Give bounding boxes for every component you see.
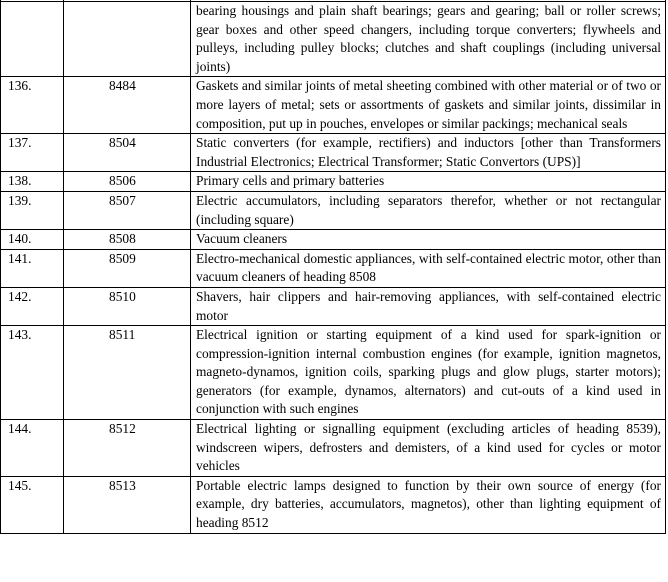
serial-number-cell: 143. — [1, 326, 64, 420]
description-cell: bearing housings and plain shaft bearings; gears and gearing; ball or roller screws; gear boxes and other speed changers, including torque converters; flywheels and pulleys, including pulley blocks; clutches and shaft couplings (including universal joints) — [191, 2, 666, 77]
serial-number-cell: 145. — [1, 476, 64, 533]
table-row — [1, 326, 666, 420]
table-row — [1, 191, 666, 229]
heading-code-cell: 8506 — [64, 172, 191, 192]
description-cell: Portable electric lamps designed to function by their own source of energy (for example, dry batteries, accumulators, magnetos), other than lighting equipment of heading 8512 — [191, 476, 666, 533]
serial-number-cell: 139. — [1, 191, 64, 229]
heading-code-cell: 8510 — [64, 287, 191, 325]
serial-number-cell: 136. — [1, 77, 64, 134]
heading-code-cell: 8513 — [64, 476, 191, 533]
table-row — [1, 134, 666, 172]
heading-code-cell: 8504 — [64, 134, 191, 172]
heading-code-cell: 8509 — [64, 249, 191, 287]
serial-number-cell: 140. — [1, 230, 64, 250]
heading-code-cell: 8508 — [64, 230, 191, 250]
description-cell: Static converters (for example, rectifiers) and inductors [other than Transformers Industrial Electronics; Electrical Transformer; Static Convertors (UPS)] — [191, 134, 666, 172]
table-row — [1, 77, 666, 134]
heading-code-cell: 8484 — [64, 77, 191, 134]
table-row — [1, 230, 666, 250]
table-row — [1, 172, 666, 192]
description-cell: Electric accumulators, including separators therefor, whether or not rectangular (including square) — [191, 191, 666, 229]
serial-number-cell: 138. — [1, 172, 64, 192]
serial-number-cell — [1, 2, 64, 77]
table-row — [1, 287, 666, 325]
serial-number-cell: 137. — [1, 134, 64, 172]
heading-code-cell — [64, 2, 191, 77]
heading-code-cell: 8511 — [64, 326, 191, 420]
table-row — [1, 476, 666, 533]
table-row — [1, 249, 666, 287]
description-cell: Gaskets and similar joints of metal sheeting combined with other material or of two or more layers of metal; sets or assortments of gaskets and similar joints, dissimilar in composition, put up in pouches, envelopes or similar packings; mechanical seals — [191, 77, 666, 134]
table-row — [1, 420, 666, 477]
description-cell: Electrical ignition or starting equipment of a kind used for spark-ignition or compression-ignition internal combustion engines (for example, ignition magnetos, magneto-dynamos, ignition coils, sparking plugs and glow plugs, starter motors); generators (for example, dynamos, alternators) and cut-outs of a kind used in conjunction with such engines — [191, 326, 666, 420]
serial-number-cell: 141. — [1, 249, 64, 287]
description-cell: Vacuum cleaners — [191, 230, 666, 250]
serial-number-cell: 142. — [1, 287, 64, 325]
description-cell: Primary cells and primary batteries — [191, 172, 666, 192]
heading-code-cell: 8507 — [64, 191, 191, 229]
heading-code-cell: 8512 — [64, 420, 191, 477]
table-row — [1, 2, 666, 77]
description-cell: Electrical lighting or signalling equipment (excluding articles of heading 8539), windscreen wipers, defrosters and demisters, of a kind used for cycles or motor vehicles — [191, 420, 666, 477]
serial-number-cell: 144. — [1, 420, 64, 477]
description-cell: Shavers, hair clippers and hair-removing appliances, with self-contained electric motor — [191, 287, 666, 325]
description-cell: Electro-mechanical domestic appliances, with self-contained electric motor, other than vacuum cleaners of heading 8508 — [191, 249, 666, 287]
